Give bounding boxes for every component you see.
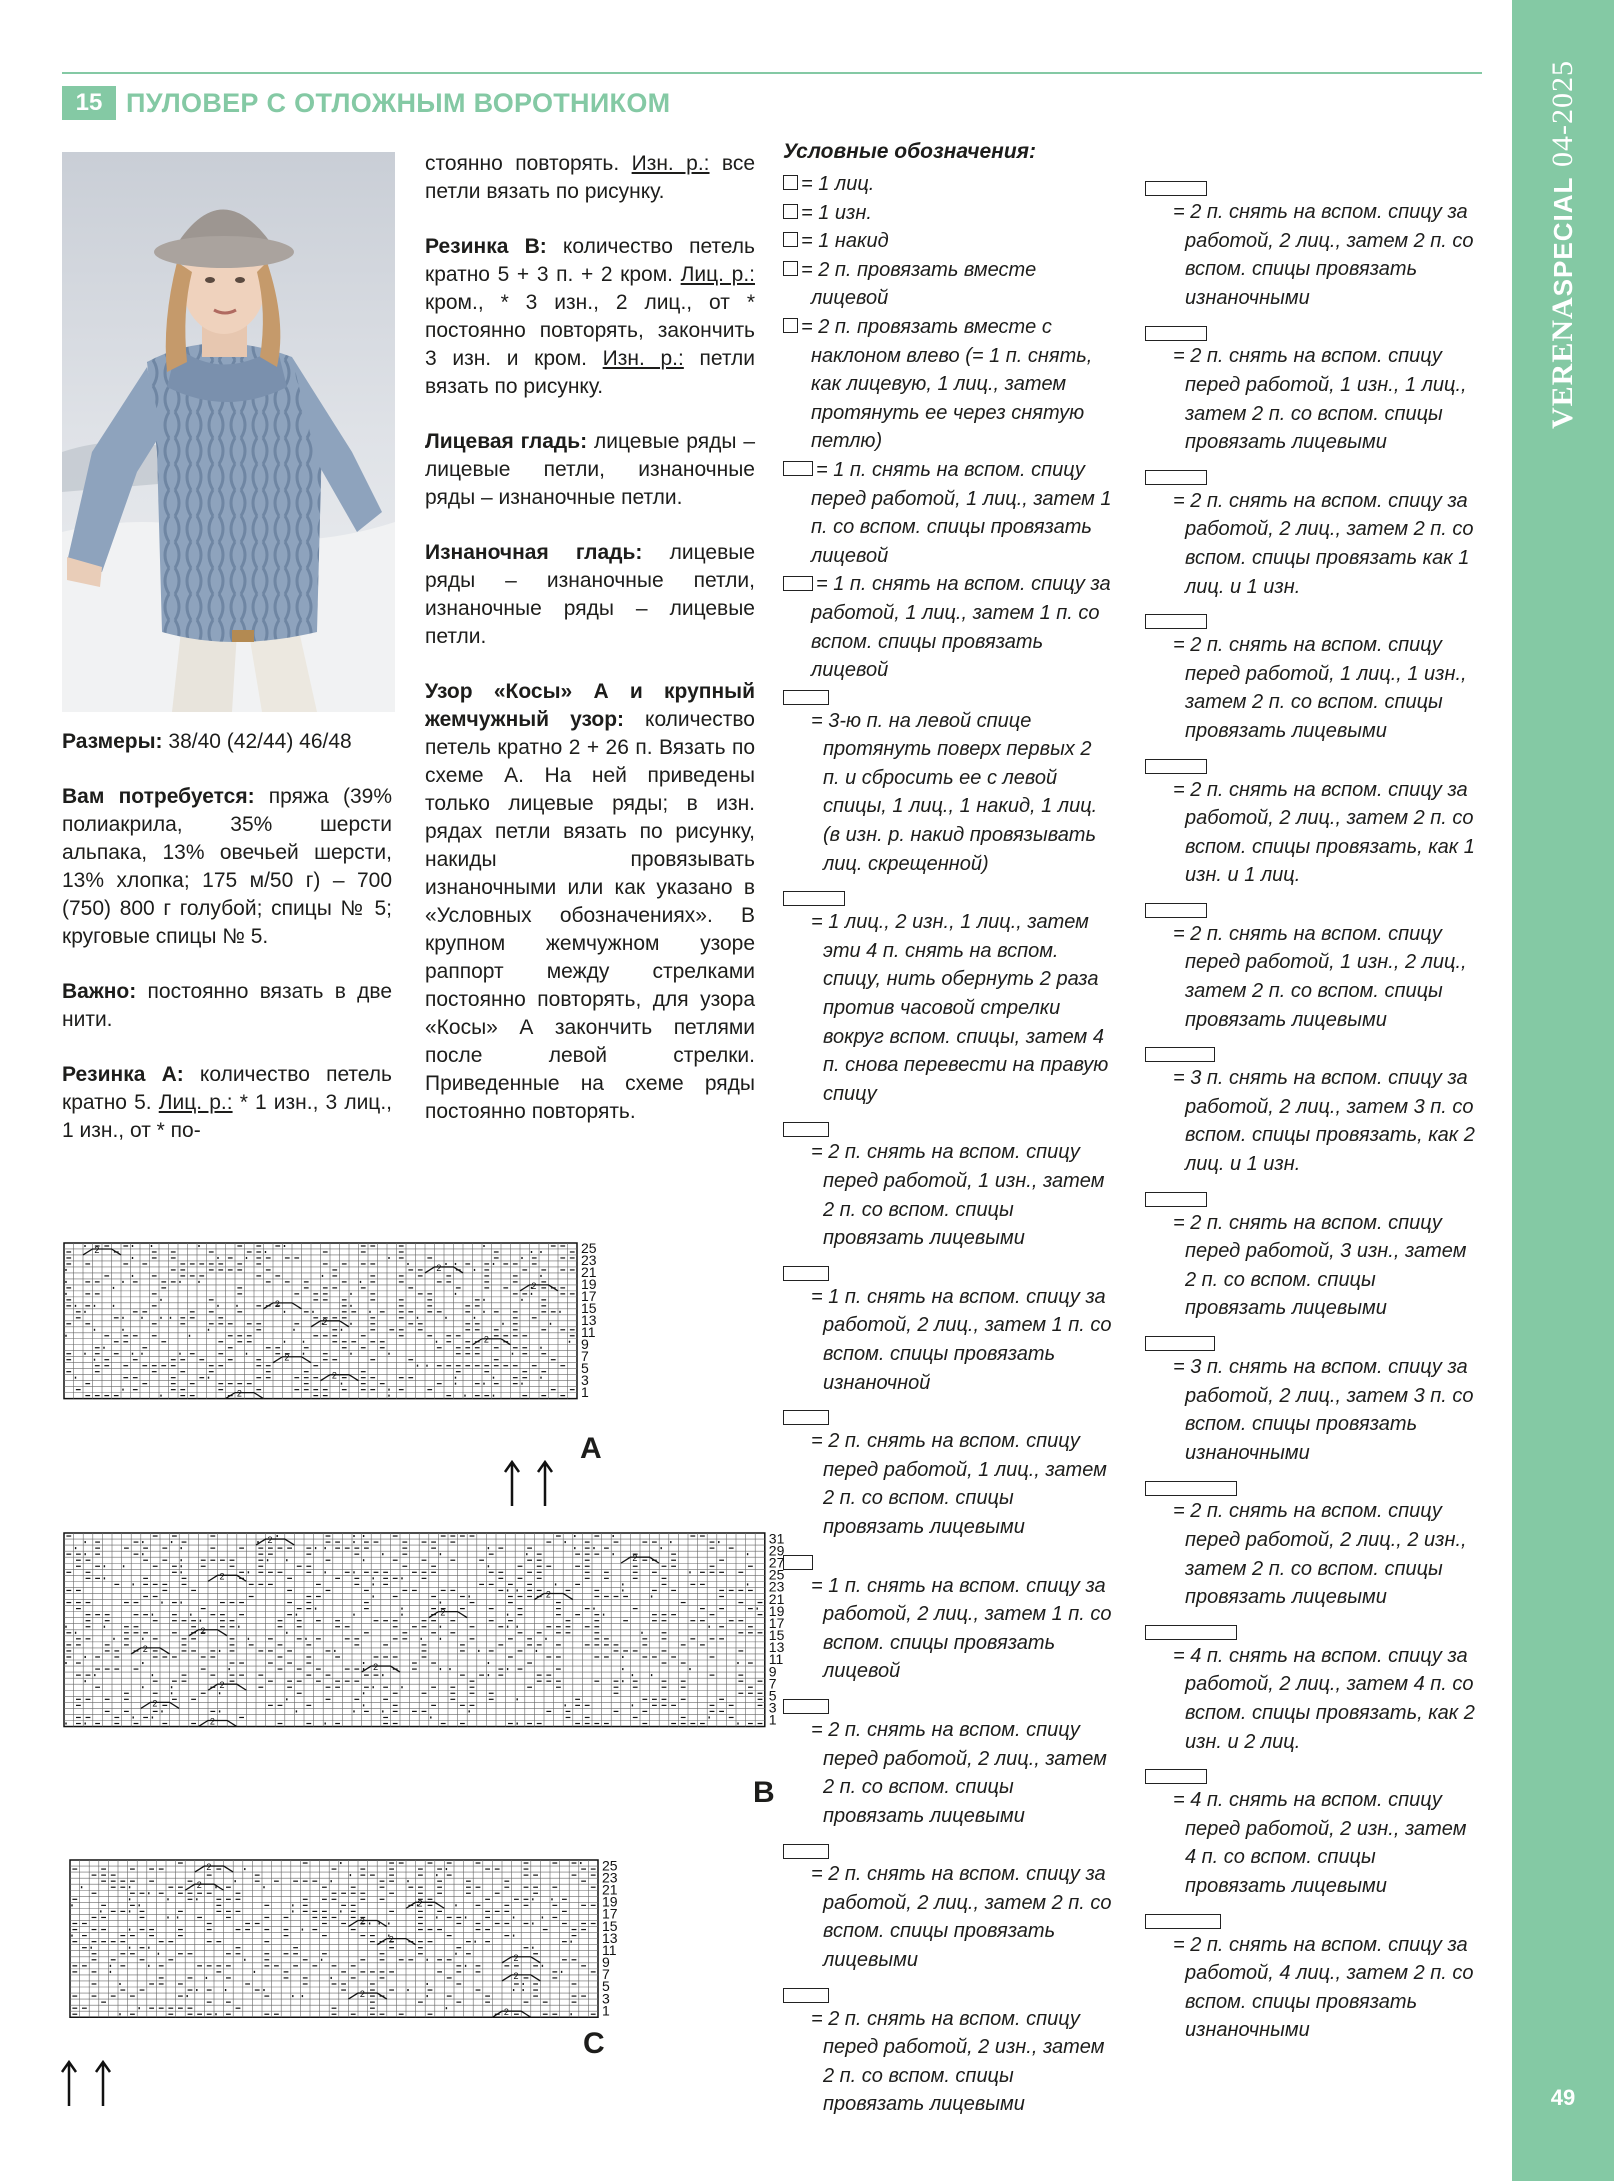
chart-symbol-icon bbox=[783, 690, 829, 705]
row-number-label: 21 bbox=[602, 1881, 618, 1898]
chart-symbol-icon bbox=[1145, 1336, 1215, 1351]
cable-count-label: 2 bbox=[200, 1625, 206, 1636]
chart-symbol-icon bbox=[1145, 614, 1207, 629]
sizes-value: 38/40 (42/44) 46/48 bbox=[162, 730, 352, 753]
rib-a-ws-label: Изн. р.: bbox=[631, 152, 710, 175]
row-number-label: 25 bbox=[602, 1857, 618, 1874]
legend-symbol-row bbox=[1145, 1331, 1480, 1353]
row-number-label: 11 bbox=[581, 1323, 596, 1340]
legend-item bbox=[783, 227, 1113, 256]
row-number-label: 13 bbox=[768, 1639, 785, 1656]
legend-symbol-row bbox=[783, 1983, 1113, 2005]
legend-item-text: = 2 п. снять на вспом. спицу за работой, 2 лиц., затем 2 п. со вспом. спицы провязать, как 1 изн. и 1 лиц. bbox=[1173, 778, 1475, 887]
legend-symbol-row bbox=[783, 1405, 1113, 1427]
legend-item-text: = 2 п. снять на вспом. спицу перед работой, 2 изн., затем 2 п. со вспом. спицы провязать лицевыми bbox=[811, 2007, 1105, 2116]
chart-symbol-icon bbox=[1145, 1769, 1207, 1784]
row-number-label: 19 bbox=[602, 1893, 618, 1910]
sizes-label: Размеры: bbox=[62, 730, 163, 753]
cable-count-label: 2 bbox=[483, 1334, 489, 1345]
legend-item-text: = 3 п. снять на вспом. спицу за работой, 2 лиц., затем 3 п. со вспом. спицы провязать, как 2 лиц. и 1 изн. bbox=[1173, 1067, 1475, 1176]
legend-item-text: = 2 п. снять на вспом. спицу перед работой, 1 лиц., 1 изн., затем 2 п. со вспом. спицы провязать лицевыми bbox=[1173, 634, 1467, 742]
row-number-label: 9 bbox=[768, 1663, 777, 1680]
rib-b-label: Резинка В: bbox=[425, 235, 547, 258]
legend-item-text: = 1 накид bbox=[801, 230, 889, 253]
legend-item-text: = 2 п. снять на вспом. спицу перед работой, 1 изн., затем 2 п. со вспом. спицы провязать лицевыми bbox=[811, 1141, 1105, 1250]
cable-count-label: 2 bbox=[219, 1680, 225, 1691]
text-column-1 bbox=[62, 728, 392, 1172]
legend-symbol-row bbox=[1145, 754, 1480, 776]
legend-item-text: = 4 п. снять на вспом. спицу за работой, 2 лиц., затем 4 п. со вспом. спицы провязать, как 2 изн. и 2 лиц. bbox=[1173, 1644, 1475, 1753]
model-photo bbox=[62, 152, 395, 712]
stockinette-label: Лицевая гладь: bbox=[425, 430, 588, 453]
legend-symbol-row bbox=[1145, 1909, 1480, 1931]
legend-symbol-row bbox=[1145, 1620, 1480, 1642]
row-number-label: 15 bbox=[602, 1917, 618, 1934]
materials-label: Вам потребуется: bbox=[62, 785, 255, 808]
legend-item-text: = 2 п. снять на вспом. спицу за работой, 2 лиц., затем 2 п. со вспом. спицы провязать как 1 лиц. и 1 изн. bbox=[1173, 489, 1474, 598]
legend-item-text: = 3 п. снять на вспом. спицу за работой, 2 лиц., затем 3 п. со вспом. спицы провязать изнаночными bbox=[1173, 1356, 1474, 1464]
legend-symbol-row bbox=[783, 1694, 1113, 1716]
legend-column-1 bbox=[783, 140, 1113, 2127]
cable-count-label: 2 bbox=[513, 1970, 519, 1981]
chart-symbol-icon bbox=[783, 576, 813, 591]
cable-count-label: 2 bbox=[219, 1571, 225, 1582]
row-number-label: 5 bbox=[768, 1687, 777, 1704]
chart-symbol-icon bbox=[1145, 759, 1207, 774]
chart-symbol-icon bbox=[1145, 903, 1207, 918]
legend-item-text: = 1 п. снять на вспом. спицу за работой, 2 лиц., затем 1 п. со вспом. спицы провязать изнаночной bbox=[811, 1285, 1112, 1394]
legend-item-text: = 1 лиц. bbox=[801, 173, 875, 195]
legend-list-cables bbox=[783, 685, 1113, 2127]
cable-count-label: 2 bbox=[359, 1989, 365, 2000]
chart-symbol-icon bbox=[783, 1122, 829, 1137]
chart-symbol-icon bbox=[783, 232, 798, 247]
legend-symbol-row bbox=[1145, 1187, 1480, 1209]
row-number-label: 31 bbox=[768, 1530, 785, 1547]
row-number-label: 25 bbox=[581, 1240, 597, 1257]
arrow-up-icon bbox=[60, 2060, 78, 2106]
row-number-label: 29 bbox=[768, 1542, 785, 1559]
rib-a-cont-text-2: все петли вязать по рисунку. bbox=[425, 152, 756, 203]
braid-pattern-label: Узор «Косы» А и крупный жемчужный узор: bbox=[425, 680, 755, 731]
cable-count-label: 2 bbox=[152, 1698, 158, 1709]
row-number-label: 1 bbox=[581, 1383, 589, 1400]
chart-symbol-icon bbox=[783, 1844, 829, 1859]
legend-symbol-row bbox=[783, 685, 1113, 707]
row-number-label: 23 bbox=[768, 1578, 785, 1595]
pattern-number-badge: 15 bbox=[62, 86, 116, 120]
brand-special: SPECIAL bbox=[1548, 177, 1578, 297]
cable-count-label: 2 bbox=[196, 1880, 202, 1891]
legend-item-text: = 1 лиц., 2 изн., 1 лиц., затем эти 4 п. снять на вспом. спицу, нить обернуть 2 раза против часовой стрелки вокруг вспом. спицы, затем 4 п. снова перевести на правую спицу bbox=[811, 911, 1109, 1105]
legend-symbol-row bbox=[1145, 1475, 1480, 1497]
arrow-up-icon bbox=[94, 2060, 112, 2106]
row-number-label: 17 bbox=[602, 1905, 618, 1922]
rib-a-continued bbox=[425, 150, 755, 206]
legend-symbol-row bbox=[783, 1838, 1113, 1860]
chart-a-label: A bbox=[580, 1432, 602, 1465]
row-number-label: 3 bbox=[768, 1699, 777, 1716]
chart-symbol-icon bbox=[783, 461, 813, 476]
cable-count-label: 2 bbox=[236, 1388, 242, 1399]
text-column-2 bbox=[425, 150, 755, 1153]
cable-count-label: 2 bbox=[545, 1589, 551, 1600]
chart-b bbox=[62, 1528, 785, 1818]
row-number-label: 7 bbox=[581, 1347, 589, 1364]
legend-symbol-row bbox=[1145, 898, 1480, 920]
chart-symbol-icon bbox=[1145, 470, 1207, 485]
cable-count-label: 2 bbox=[94, 1244, 100, 1255]
legend-item-text: = 2 п. снять на вспом. спицу перед работой, 1 изн., 1 лиц., затем 2 п. со вспом. спицы провязать лицевыми bbox=[1173, 345, 1467, 454]
row-number-label: 1 bbox=[602, 2002, 610, 2019]
issue-number: 04-2025 bbox=[1546, 60, 1579, 167]
legend-item-text: = 2 п. снять на вспом. спицу перед работой, 3 изн., затем 2 п. со вспом. спицы провязать лицевыми bbox=[1173, 1211, 1467, 1320]
chart-symbol-icon bbox=[783, 175, 798, 190]
braid-pattern-paragraph bbox=[425, 678, 755, 1126]
legend-column-2 bbox=[1145, 176, 1480, 2053]
chart-symbol-icon bbox=[1145, 1047, 1215, 1062]
rib-a-paragraph bbox=[62, 1061, 392, 1145]
legend-symbol-row bbox=[783, 886, 1113, 908]
row-number-label: 11 bbox=[768, 1651, 784, 1668]
legend-item-text: = 2 п. снять на вспом. спицу за работой, 2 лиц., затем 2 п. со вспом. спицы провязать изнаночными bbox=[1173, 201, 1474, 309]
legend-symbol-row bbox=[783, 1116, 1113, 1138]
rib-b-rs-label: Лиц. р.: bbox=[680, 263, 755, 286]
stockinette-value: лицевые ряды – лицевые петли, изнаночные ряды – изнаночные петли. bbox=[425, 430, 756, 509]
rib-b-text: количество петель кратно 5 + 3 п. + 2 кром. bbox=[425, 235, 755, 286]
row-number-label: 17 bbox=[768, 1614, 785, 1631]
legend-item-text: = 1 п. снять на вспом. спицу за работой, 1 лиц., затем 1 п. со вспом. спицы провязать лицевой bbox=[811, 573, 1111, 682]
cable-count-label: 2 bbox=[142, 1643, 148, 1654]
rib-a-text: количество петель кратно 5. bbox=[62, 1063, 392, 1114]
legend-list-basic bbox=[783, 170, 1113, 685]
legend-symbol-row bbox=[1145, 320, 1480, 342]
cable-count-label: 2 bbox=[632, 1553, 638, 1564]
brand-verena: VERENA bbox=[1546, 296, 1579, 430]
rib-b-text-3: петли вязать по рисунку. bbox=[425, 347, 755, 398]
legend-item-text: = 2 п. снять на вспом. спицу перед работой, 1 лиц., затем 2 п. со вспом. спицы провязать лицевыми bbox=[811, 1430, 1107, 1538]
legend-item-text: = 3-ю п. на левой спице протянуть поверх первых 2 п. и сбросить ее с левой спицы, 1 лиц., 1 накид, 1 лиц. (в изн. р. накид провязывать лиц. скрещенной) bbox=[811, 709, 1098, 875]
rib-b-paragraph bbox=[425, 233, 755, 401]
row-number-label: 17 bbox=[581, 1288, 597, 1305]
legend-item-text: = 2 п. провязать вместе с наклоном влево (= 1 п. снять, как лицевую, 1 лиц., затем протянуть ее через снятую петлю) bbox=[801, 315, 1093, 453]
chart-symbol-icon bbox=[1145, 1625, 1237, 1640]
chart-symbol-icon bbox=[783, 1555, 813, 1570]
rib-a-text-2: * 1 изн., 3 лиц., 1 изн., от * по- bbox=[62, 1091, 392, 1142]
model-photo-illustration bbox=[62, 152, 395, 712]
arrow-up-icon bbox=[536, 1460, 554, 1506]
arrow-up-icon bbox=[503, 1460, 521, 1506]
page-number: 49 bbox=[1550, 2085, 1576, 2110]
rib-a-label: Резинка А: bbox=[62, 1063, 184, 1086]
cable-count-label: 2 bbox=[440, 1607, 446, 1618]
page-title: ПУЛОВЕР С ОТЛОЖНЫМ ВОРОТНИКОМ bbox=[126, 88, 671, 118]
cable-count-label: 2 bbox=[267, 1535, 273, 1546]
chart-symbol-icon bbox=[1145, 1481, 1237, 1496]
legend-item bbox=[783, 170, 1113, 199]
cable-count-label: 2 bbox=[503, 2007, 509, 2018]
row-number-label: 19 bbox=[768, 1602, 785, 1619]
row-number-label: 13 bbox=[581, 1311, 597, 1328]
important-label: Важно: bbox=[62, 980, 137, 1003]
row-number-label: 3 bbox=[581, 1371, 589, 1388]
chart-symbol-icon bbox=[783, 1266, 829, 1281]
rib-a-rs-label: Лиц. р.: bbox=[158, 1091, 233, 1114]
row-number-label: 7 bbox=[768, 1675, 777, 1692]
sizes-paragraph bbox=[62, 728, 392, 756]
cable-count-label: 2 bbox=[417, 1898, 423, 1909]
chart-symbol-icon bbox=[783, 204, 798, 219]
row-number-label: 3 bbox=[602, 1990, 610, 2007]
legend-item-text: = 4 п. снять на вспом. спицу перед работой, 2 изн., затем 4 п. со вспом. спицы провязать лицевыми bbox=[1173, 1789, 1467, 1897]
legend-item-text: = 1 п. снять на вспом. спицу за работой, 2 лиц., затем 1 п. со вспом. спицы провязать лицевой bbox=[811, 1574, 1112, 1683]
legend-item bbox=[783, 456, 1113, 570]
row-number-label: 21 bbox=[581, 1264, 597, 1281]
row-number-label: 11 bbox=[602, 1941, 617, 1958]
chart-symbol-icon bbox=[1145, 1192, 1207, 1207]
legend-symbol-row bbox=[1145, 465, 1480, 487]
legend-symbol-row bbox=[783, 1261, 1113, 1283]
cable-count-label: 2 bbox=[436, 1262, 442, 1273]
row-number-label: 27 bbox=[768, 1554, 785, 1571]
legend-item-text: = 1 п. снять на вспом. спицу перед работой, 1 лиц., затем 1 п. со вспом. спицы провязать лицевой bbox=[811, 458, 1112, 567]
legend-item bbox=[783, 570, 1113, 684]
rib-b-text-2: кром., * 3 изн., 2 лиц., от * постоянно повторять, закончить 3 изн. и кром. bbox=[425, 291, 755, 370]
magazine-title bbox=[1537, 60, 1589, 620]
legend-item bbox=[783, 199, 1113, 228]
legend-item bbox=[783, 313, 1113, 456]
row-number-label: 13 bbox=[602, 1929, 618, 1946]
legend-item bbox=[783, 256, 1113, 313]
chart-symbol-icon bbox=[1145, 181, 1207, 196]
cable-count-label: 2 bbox=[373, 1662, 379, 1673]
row-number-label: 1 bbox=[768, 1711, 777, 1728]
rib-a-cont-text: стоянно повторять. bbox=[425, 152, 632, 175]
row-number-label: 15 bbox=[768, 1627, 785, 1644]
row-number-label: 23 bbox=[602, 1869, 618, 1886]
legend-item-text: = 1 изн. bbox=[801, 201, 872, 224]
row-number-label: 9 bbox=[602, 1954, 610, 1971]
legend-symbol-row bbox=[1145, 176, 1480, 198]
materials-value: пряжа (39% полиакрила, 35% шерсти альпака, 13% овечьей шерсти, 13% хлопка; 175 м/50 г) – 700 (750) 800 г голубой; спицы № 5; круговые спицы № 5. bbox=[62, 785, 392, 948]
row-number-label: 5 bbox=[581, 1359, 589, 1376]
chart-symbol-icon bbox=[783, 1410, 829, 1425]
legend-item-text: = 2 п. снять на вспом. спицу перед работой, 2 лиц., 2 изн., затем 2 п. со вспом. спицы провязать лицевыми bbox=[1173, 1500, 1467, 1609]
legend-item-text: = 2 п. снять на вспом. спицу за работой, 4 лиц., затем 2 п. со вспом. спицы провязать изнаночными bbox=[1173, 1933, 1474, 2042]
row-number-label: 9 bbox=[581, 1335, 589, 1352]
row-number-label: 19 bbox=[581, 1276, 597, 1293]
important-value: постоянно вязать в две нити. bbox=[62, 980, 392, 1031]
rib-b-ws-label: Изн. р.: bbox=[602, 347, 684, 370]
cable-count-label: 2 bbox=[274, 1298, 280, 1309]
chart-c-label: C bbox=[583, 2027, 605, 2060]
cable-count-label: 2 bbox=[513, 1952, 519, 1963]
chart-symbol-icon bbox=[783, 891, 845, 906]
chart-c bbox=[62, 1850, 618, 2090]
row-number-label: 7 bbox=[602, 1966, 610, 1983]
row-number-label: 21 bbox=[768, 1590, 785, 1607]
materials-paragraph bbox=[62, 783, 392, 951]
chart-symbol-icon bbox=[1145, 326, 1207, 341]
cable-count-label: 2 bbox=[359, 1916, 365, 1927]
reverse-stockinette-value: лицевые ряды – изнаночные петли, изнаночные ряды – лицевые петли. bbox=[425, 541, 755, 648]
chart-symbol-icon bbox=[783, 261, 798, 276]
legend-symbol-row bbox=[1145, 1764, 1480, 1786]
legend-list-cables-2 bbox=[1145, 176, 1480, 2053]
chart-symbol-icon bbox=[783, 1988, 829, 2003]
legend-symbol-row bbox=[1145, 609, 1480, 631]
legend-item-text: = 2 п. снять на вспом. спицу перед работой, 2 лиц., затем 2 п. со вспом. спицы провязать лицевыми bbox=[811, 1718, 1107, 1827]
chart-b-label: B bbox=[753, 1776, 775, 1809]
legend-item-text: = 2 п. провязать вместе лицевой bbox=[801, 258, 1037, 310]
important-paragraph bbox=[62, 978, 392, 1034]
cable-count-label: 2 bbox=[322, 1316, 328, 1327]
legend-title: Условные обозначения: bbox=[783, 140, 1037, 163]
reverse-stockinette-paragraph bbox=[425, 539, 755, 651]
cable-count-label: 2 bbox=[206, 1862, 212, 1873]
chart-a bbox=[62, 1235, 597, 1475]
cable-count-label: 2 bbox=[531, 1280, 537, 1291]
chart-symbol-icon bbox=[783, 318, 798, 333]
legend-item-text: = 2 п. снять на вспом. спицу перед работой, 1 изн., 2 лиц., затем 2 п. со вспом. спицы провязать лицевыми bbox=[1173, 922, 1467, 1031]
row-number-label: 23 bbox=[581, 1252, 597, 1269]
cable-count-label: 2 bbox=[331, 1370, 337, 1381]
legend-symbol-row bbox=[1145, 1042, 1480, 1064]
legend-symbol-row bbox=[783, 1550, 1113, 1572]
row-number-label: 25 bbox=[768, 1566, 785, 1583]
chart-symbol-icon bbox=[1145, 1914, 1221, 1929]
reverse-stockinette-label: Изнаночная гладь: bbox=[425, 541, 643, 564]
stockinette-paragraph bbox=[425, 428, 755, 512]
header-rule bbox=[62, 72, 1482, 74]
chart-symbol-icon bbox=[783, 1699, 829, 1714]
braid-pattern-value: количество петель кратно 2 + 26 п. Вязать по схеме А. На ней приведены только лицевые ряды; в изн. рядах петли вязать по рисунку, накиды провязывать изнаночными или как указано в «Условных обозначениях». В крупном жемчужном узоре раппорт между стрелками постоянно повторять, для узора «Косы» А закончить петлями после левой стрелки. Приведенные на схеме ряды постоянно повторять. bbox=[425, 708, 755, 1123]
cable-count-label: 2 bbox=[209, 1716, 215, 1727]
row-number-label: 5 bbox=[602, 1978, 610, 1995]
cable-count-label: 2 bbox=[388, 1934, 394, 1945]
row-number-label: 15 bbox=[581, 1300, 597, 1317]
legend-item-text: = 2 п. снять на вспом. спицу за работой, 2 лиц., затем 2 п. со вспом. спицы провязать лицевыми bbox=[811, 1863, 1112, 1972]
cable-count-label: 2 bbox=[284, 1352, 290, 1363]
